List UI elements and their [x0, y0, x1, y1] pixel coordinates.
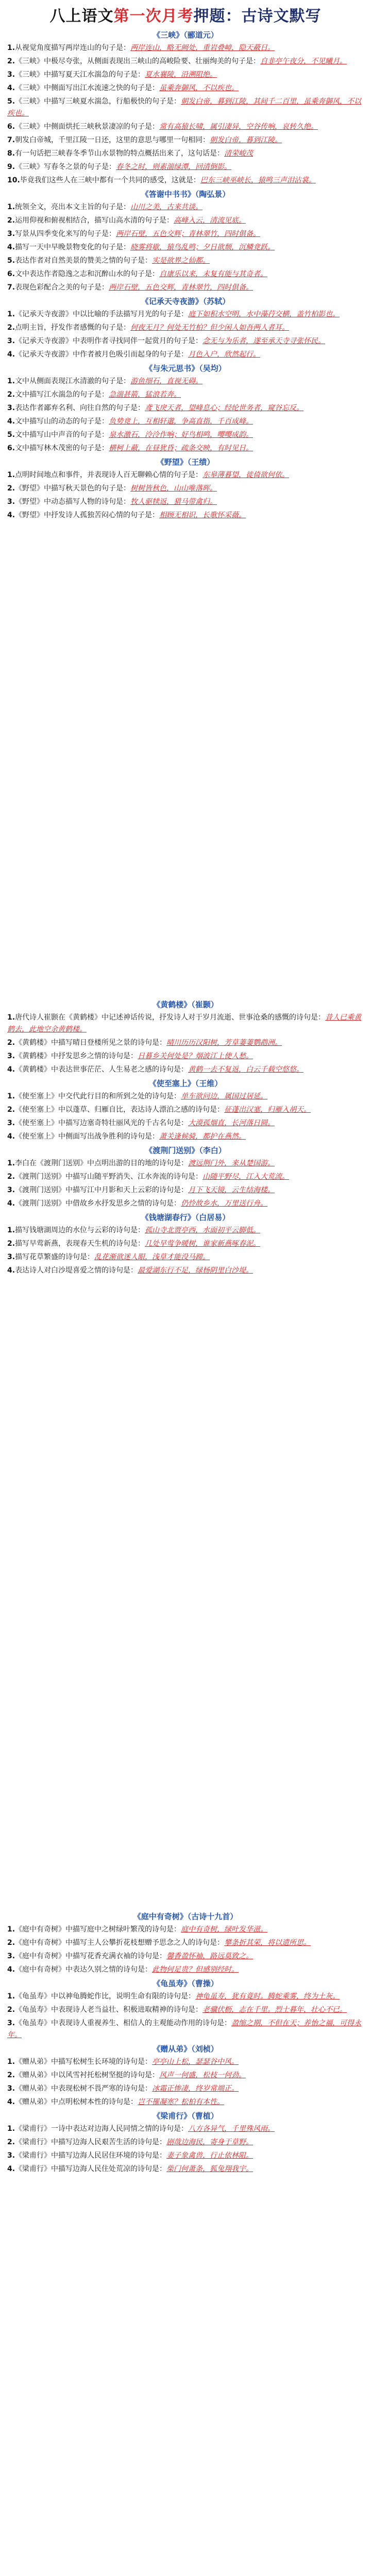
question-item — [7, 376, 364, 387]
question-number: 9. — [7, 163, 15, 171]
answer-text: 渡远荆门外，来从楚国游。 — [188, 1159, 275, 1167]
question-text: 《使至塞上》中侧面写出战争胜利的诗句是： — [15, 1132, 160, 1141]
answer-text: 山随平野尽，江入大荒流。 — [203, 1173, 290, 1181]
question-number: 2. — [7, 1240, 15, 1248]
question-text: 描写一天中早晚景物变化的句子是： — [15, 243, 131, 251]
question-item — [7, 2137, 364, 2148]
question-item — [7, 2070, 364, 2081]
section-heading: 《钱塘湖春行》（白居易） — [141, 1213, 230, 1222]
question-text: 描写花草繁盛的诗句是： — [15, 1253, 95, 1261]
question-number: 5. — [7, 431, 15, 439]
question-text: 毕竟我们这些人在三峡中都有一个共同的感受，这就是： — [20, 176, 200, 184]
question-text: 《龟虽寿》中以神龟腾蛇作比，说明生命有限的诗句是： — [15, 1992, 196, 2001]
question-number: 2. — [7, 57, 15, 65]
answer-text: 朝发白帝，暮到江陵。 — [210, 136, 282, 144]
question-number: 3. — [7, 337, 15, 345]
answer-text: 神龟虽寿，犹有竟时。腾蛇乘雾，终为土灰。 — [195, 1992, 340, 2001]
question-text: 《庭中有奇树》中描写花香充满衣袖的诗句是： — [15, 1952, 167, 1960]
question-item — [7, 1184, 364, 1196]
question-text: 《记承天寺夜游》中以比喻的手法描写月光的句子是： — [15, 310, 189, 318]
question-number: 3. — [7, 230, 15, 238]
answer-text: 巴东三峡巫峡长，猿鸣三声泪沾裳。 — [200, 176, 316, 184]
question-item — [7, 1158, 364, 1170]
blank-gap-2 — [0, 1880, 371, 1906]
question-number: 1. — [7, 1925, 15, 1934]
answer-text: 昔人已乘黄鹤去，此地空余黄鹤楼。 — [7, 1013, 362, 1033]
answer-text: 高峰入云，清流见底。 — [174, 216, 246, 225]
answer-text: 两岸石壁，五色交辉；青林翠竹，四时俱备。 — [116, 230, 261, 238]
question-text: 《渡荆门送别》中描写山随平野消失、江水奔流的诗句是： — [15, 1173, 203, 1181]
question-item — [7, 335, 364, 347]
question-text: 《使至塞上》中交代此行目的和所到之处的诗句是： — [15, 1092, 181, 1100]
question-item — [7, 121, 364, 133]
question-number: 1. — [7, 44, 15, 52]
question-item — [7, 1225, 364, 1236]
answer-text: 大漠孤烟直，长河落日圆。 — [188, 1119, 275, 1127]
question-text: 《梁甫行》中描写边海人民艰苦生活的诗句是： — [15, 2138, 167, 2146]
question-item — [7, 510, 364, 521]
question-text: 《赠从弟》中以风雪衬托松树坚挺的诗句是： — [15, 2071, 160, 2079]
question-text: 《渡荆门送别》中借故乡水抒发思乡之情的诗句是： — [15, 1199, 181, 1208]
question-number: 4. — [7, 2098, 15, 2106]
question-number: 4. — [7, 511, 15, 519]
question-text: 朝发白帝城，千里江陵一日还，这里的意思与哪里一句相同： — [15, 136, 210, 144]
question-item — [7, 1937, 364, 1949]
question-item — [7, 255, 364, 267]
answer-text: 岂不罹凝寒？松柏有本性。 — [138, 2098, 225, 2106]
answer-text: 鸢飞戾天者，望峰息心；经纶世务者，窥谷忘反。 — [145, 404, 304, 412]
question-item — [7, 201, 364, 213]
question-text: 《赠从弟》中点明松树本性的诗句是： — [15, 2098, 138, 2106]
answer-text: 柴门何萧条，狐兔翔我宇。 — [166, 2165, 254, 2173]
answer-text: 横柯上蔽，在昼犹昏；疏条交映，有时见日。 — [109, 444, 254, 452]
question-item — [7, 42, 364, 54]
question-text: 《梁甫行》一诗中表达对边海人民同情之情的诗句是： — [15, 2125, 189, 2133]
question-item — [7, 1924, 364, 1936]
answer-text: 何夜无月？何处无竹柏？但少闲人如吾两人者耳。 — [130, 324, 290, 332]
question-item — [7, 82, 364, 94]
answer-text: 盈缩之期，不但在天；养怡之福，可得永年。 — [7, 2019, 362, 2039]
question-number: 7. — [7, 136, 15, 144]
question-item — [7, 1198, 364, 1210]
question-text: 《庭中有奇树》中描写主人公攀折花枝想赠予思念之人的诗句是： — [15, 1939, 225, 1947]
question-item — [7, 1037, 364, 1049]
answer-text: 两岸石壁，五色交辉，青林翠竹，四时俱备。 — [109, 283, 254, 292]
answer-text: 攀条折其荣，将以遗所思。 — [224, 1939, 311, 1947]
answer-text: 孤山寺北贾亭西，水面初平云脚低。 — [145, 1226, 261, 1234]
answer-text: 八方各异气，千里殊风雨。 — [188, 2125, 275, 2133]
question-text: 《黄鹤楼》中描写晴日登楼所见之景的诗句是： — [15, 1039, 167, 1047]
question-text: 《使至塞上》中描写边塞奇特壮丽风光的千古名句是： — [15, 1119, 189, 1127]
question-number: 1. — [7, 377, 15, 385]
question-text: 《渡荆门送别》中描写江中月影和天上云彩的诗句是： — [15, 1186, 189, 1194]
answer-text: 急湍甚箭，猛浪若奔。 — [109, 391, 181, 399]
section-heading: 《黄鹤楼》（崔颢） — [153, 1000, 218, 1009]
question-item — [7, 416, 364, 428]
question-text: 有一句话把三峡春冬季节山水景物的特点概括出来了，这句话是： — [15, 149, 225, 158]
question-text: 《记承天寺夜游》中表明作者寻找同伴一起赏月的句子是： — [15, 337, 203, 345]
question-text: 文中描写林木茂密的句子是： — [15, 444, 109, 452]
answer-text: 晓雾将歇，猿鸟乱鸣；夕日欲颓，沉鳞竞跃。 — [130, 243, 275, 251]
question-text: 《梁甫行》中描写边海人民居住环境的诗句是： — [15, 2151, 167, 2160]
question-text: 表达作者鄙弃名利、向往自然的句子是： — [15, 404, 145, 412]
question-text: 文中表达作者隐逸之志和沉醉山水的句子是： — [15, 270, 160, 278]
question-item — [7, 268, 364, 280]
question-text: 描写早莺新燕，表现春天生机的诗句是： — [15, 1240, 145, 1248]
question-number: 5. — [7, 257, 15, 265]
answer-text: 泉水激石，泠泠作响；好鸟相鸣，嘤嘤成韵。 — [109, 431, 254, 439]
question-number: 3. — [7, 1052, 15, 1060]
question-text: 《野望》中动态描写人物的诗句是： — [15, 498, 131, 506]
question-text: 《野望》中抒发诗人孤独苦闷心情的句子是： — [15, 511, 160, 519]
answer-text: 单车欲问边，属国过居延。 — [181, 1092, 268, 1100]
answer-text: 自非亭午夜分，不见曦月。 — [260, 57, 347, 65]
blank-gap-1 — [0, 927, 371, 994]
question-number: 6. — [7, 444, 15, 452]
answer-text: 清荣峻茂 — [224, 149, 254, 158]
question-item — [7, 322, 364, 334]
question-text: 文中描写江水湍急的句子是： — [15, 391, 109, 399]
question-item — [7, 389, 364, 401]
question-number: 2. — [7, 2138, 15, 2146]
answer-text: 老骥伏枥，志在千里。烈士暮年，壮心不已。 — [203, 2006, 347, 2014]
question-number: 2. — [7, 2071, 15, 2079]
question-item — [7, 2123, 364, 2135]
question-number: 6. — [7, 270, 15, 278]
answer-text: 夏水襄陵，沿溯阻绝。 — [145, 71, 217, 79]
question-number: 4. — [7, 417, 15, 426]
answer-text: 庭中有奇树，绿叶发华滋。 — [181, 1925, 268, 1934]
question-text: 《庭中有奇树》中描写庭中之树绿叶繁茂的诗句是： — [15, 1925, 181, 1934]
question-text: 文中描写山中声音的句子是： — [15, 431, 109, 439]
question-number: 2. — [7, 1106, 15, 1114]
question-number: 2. — [7, 391, 15, 399]
question-number: 4. — [7, 1965, 15, 1974]
page-title — [0, 3, 371, 26]
question-item — [7, 2004, 364, 2016]
question-number: 1. — [7, 1013, 15, 1022]
answer-text: 月下飞天镜，云生结海楼。 — [188, 1186, 275, 1194]
question-item — [7, 1171, 364, 1183]
question-text: 文中描写山的动态的句子是： — [15, 417, 109, 426]
title-part-4: ：古诗文默写 — [225, 7, 322, 25]
question-number: 1. — [7, 2125, 15, 2133]
question-item — [7, 443, 364, 454]
question-number: 4. — [7, 1199, 15, 1208]
answer-text: 乱花渐欲迷人眼，浅草才能没马蹄。 — [94, 1253, 210, 1261]
answer-text: 冰霜正惨凄，终岁常端正。 — [152, 2084, 239, 2093]
answer-text: 月色入户，欣然起行。 — [188, 350, 261, 359]
question-number: 3. — [7, 1952, 15, 1960]
question-text: 《梁甫行》中描写边海人民住处荒凉的诗句是： — [15, 2165, 167, 2173]
question-number: 3. — [7, 2084, 15, 2093]
answer-text: 此物何足贵？但感别经时。 — [152, 1965, 239, 1974]
question-text: 描写钱塘湖周边的水位与云彩的诗句是： — [15, 1226, 145, 1234]
answer-text: 自康乐以来，未复有能与其奇者。 — [159, 270, 268, 278]
question-item — [7, 215, 364, 227]
question-item — [7, 148, 364, 160]
section-heading: 《赠从弟》（刘桢） — [153, 2044, 218, 2054]
question-number: 4. — [7, 2165, 15, 2173]
section-heading: 《庭中有奇树》（古诗十九首） — [133, 1912, 238, 1921]
section-heading: 《记承天寺夜游》（苏轼） — [141, 297, 230, 306]
question-text: 运用仰视和俯视相结合，描写山高水清的句子是： — [15, 216, 174, 225]
question-text: 《野望》中描写秋天景色的句子是： — [15, 484, 131, 493]
answer-text: 负势竞上，互相轩邈，争高直指，千百成峰。 — [109, 417, 254, 426]
question-item — [7, 1064, 364, 1076]
question-number: 2. — [7, 216, 15, 225]
question-number: 2. — [7, 484, 15, 493]
question-item — [7, 2096, 364, 2108]
question-item — [7, 483, 364, 495]
question-item — [7, 96, 364, 120]
question-number: 1. — [7, 310, 15, 318]
answer-text: 两岸连山，略无阙处，重岩叠嶂，隐天蔽日。 — [130, 44, 275, 52]
question-number: 2. — [7, 324, 15, 332]
answer-text: 相顾无相识，长歌怀采薇。 — [159, 511, 246, 519]
question-number: 4. — [7, 243, 15, 251]
answer-text: 春冬之时，则素湍绿潭，回清倒影。 — [116, 163, 232, 171]
question-item — [7, 161, 364, 173]
question-item — [7, 1104, 364, 1116]
question-text: 《龟虽寿》中表现诗人重视养生、相信人的主观能动作用的诗句是： — [15, 2019, 232, 2027]
question-number: 10. — [7, 176, 20, 184]
question-item — [7, 1091, 364, 1103]
answer-text: 晴川历历汉阳树，芳草萋萋鹦鹉洲。 — [166, 1039, 282, 1047]
answer-text: 馨香盈怀袖，路远莫致之。 — [166, 1952, 254, 1960]
question-text: 点明时间地点和事件，并表现诗人百无聊赖心情的句子是： — [15, 471, 203, 479]
content-block-3 — [7, 1909, 364, 2576]
answer-text: 常有高猿长啸，属引凄异，空谷传响，哀转久绝。 — [159, 123, 318, 131]
answer-text: 仍怜故乡水，万里送行舟。 — [181, 1199, 268, 1208]
content-block-1 — [7, 28, 364, 924]
answer-text: 念无与为乐者，遂至承天寺寻张怀民。 — [203, 337, 326, 345]
question-item — [7, 1050, 364, 1062]
answer-text: 日暮乡关何处是？烟波江上使人愁。 — [138, 1052, 254, 1060]
section-heading: 《龟虽寿》（曹操） — [153, 1979, 218, 1988]
question-item — [7, 2056, 364, 2068]
question-number: 1. — [7, 203, 15, 211]
question-text: 《庭中有奇树》中表达久别之情的诗句是： — [15, 1965, 153, 1974]
question-item — [7, 1117, 364, 1129]
question-number: 6. — [7, 123, 15, 131]
question-item — [7, 56, 364, 67]
question-number: 3. — [7, 71, 15, 79]
title-part-3: 押题 — [193, 7, 226, 25]
question-number: 3. — [7, 2019, 15, 2027]
question-number: 4. — [7, 1065, 15, 1074]
answer-text: 牧人驱犊返，猎马带禽归。 — [130, 498, 217, 506]
answer-text: 东皋薄暮望，徙倚欲何依。 — [203, 471, 290, 479]
question-text: 《三峡》中侧面写出江水流速之快的句子是： — [15, 84, 160, 92]
answer-text: 庭下如积水空明，水中藻荇交横，盖竹柏影也。 — [188, 310, 340, 318]
question-number: 1. — [7, 1992, 15, 2001]
question-number: 3. — [7, 1186, 15, 1194]
answer-text: 朝发白帝，暮到江陵，其间千二百里，虽乘奔御风，不以疾也。 — [7, 97, 362, 117]
question-number: 3. — [7, 404, 15, 412]
answer-text: 妻子象禽兽，行止依林阻。 — [166, 2151, 254, 2160]
question-text: 《三峡》写春冬之景的句子是： — [15, 163, 116, 171]
question-number: 7. — [7, 283, 15, 292]
answer-text: 萧关逢候骑，都护在燕然。 — [159, 1132, 246, 1141]
question-item — [7, 242, 364, 253]
question-item — [7, 1238, 364, 1250]
section-heading: 《答谢中书书》（陶弘景） — [141, 190, 230, 199]
question-text: 《三峡》中极尽夸张，从侧面表现出三峡山的高峻险要、壮丽绚美的句子是： — [15, 57, 261, 65]
question-item — [7, 2018, 364, 2041]
question-number: 2. — [7, 1039, 15, 1047]
title-part-1: 八上语文 — [49, 7, 114, 25]
question-number: 4. — [7, 1132, 15, 1141]
question-text: 唐代诗人崔颢在《黄鹤楼》中记述神话传说，抒发诗人对于岁月流逝、世事沧桑的感慨的诗句是： — [15, 1013, 326, 1022]
answer-text: 山川之美，古来共谈。 — [130, 203, 203, 211]
question-number: 1. — [7, 471, 15, 479]
question-number: 4. — [7, 1266, 15, 1275]
question-text: 《黄鹤楼》中表达世事茫茫、人生易老之感的诗句是： — [15, 1065, 189, 1074]
question-number: 1. — [7, 1092, 15, 1100]
question-item — [7, 282, 364, 294]
answer-text: 风声一何盛，松枝一何劲。 — [159, 2071, 246, 2079]
question-text: 《三峡》中描写三峡夏水湍急，行船极快的句子是： — [15, 97, 181, 106]
title-part-2: 第一次月考 — [113, 7, 194, 25]
question-item — [7, 469, 364, 481]
question-text: 文中从侧面表现江水清澈的句子是： — [15, 377, 131, 385]
question-number: 2. — [7, 1939, 15, 1947]
section-heading: 《与朱元思书》（吴均） — [145, 364, 226, 373]
question-item — [7, 1265, 364, 1277]
question-item — [7, 2163, 364, 2175]
content-block-2 — [7, 997, 364, 1878]
question-number: 4. — [7, 350, 15, 359]
question-number: 8. — [7, 149, 15, 158]
question-number: 3. — [7, 1119, 15, 1127]
question-number: 3. — [7, 2151, 15, 2160]
question-text: 写景从四季变化来写的句子是： — [15, 230, 116, 238]
question-number: 4. — [7, 84, 15, 92]
question-item — [7, 175, 364, 187]
question-text: 点明主旨，抒发作者感慨的句子是： — [15, 324, 131, 332]
question-text: 《赠从弟》中描写松树生长环境的诗句是： — [15, 2058, 153, 2066]
answer-text: 实是欲界之仙都。 — [152, 257, 210, 265]
question-item — [7, 1251, 364, 1263]
question-item — [7, 228, 364, 240]
answer-text: 黄鹤一去不复返，白云千载空悠悠。 — [188, 1065, 304, 1074]
question-text: 李白在《渡荆门送别》中点明出游的目的地的诗句是： — [15, 1159, 189, 1167]
question-item — [7, 402, 364, 414]
question-text: 表达作者对自然美景的赞美之情的句子是： — [15, 257, 153, 265]
question-text: 《黄鹤楼》中抒发思乡之情的诗句是： — [15, 1052, 138, 1060]
question-text: 从视觉角度描写两岸连山的句子是： — [15, 44, 131, 52]
question-item — [7, 1131, 364, 1143]
question-number: 1. — [7, 1159, 15, 1167]
answer-text: 最爱湖东行不足，绿杨阴里白沙堤。 — [138, 1266, 254, 1275]
section-heading: 《野望》（王绩） — [156, 457, 215, 467]
section-heading: 《使至塞上》（王维） — [148, 1079, 223, 1088]
answer-text: 几处早莺争暖树，谁家新燕啄春泥。 — [145, 1240, 261, 1248]
question-text: 《三峡》中描写夏天江水湍急的句子是： — [15, 71, 145, 79]
question-number: 3. — [7, 498, 15, 506]
section-heading: 《梁甫行》（曹植） — [153, 2111, 218, 2121]
answer-text: 虽乘奔御风，不以疾也。 — [159, 84, 239, 92]
question-item — [7, 1991, 364, 2003]
question-item — [7, 1012, 364, 1036]
question-text: 《龟虽寿》中表现诗人老当益壮、积极进取精神的诗句是： — [15, 2006, 203, 2014]
question-text: 表达诗人对白沙堤喜爱之情的诗句是： — [15, 1266, 138, 1275]
question-number: 5. — [7, 97, 15, 106]
answer-text: 树树皆秋色，山山唯落晖。 — [130, 484, 217, 493]
question-number: 1. — [7, 1226, 15, 1234]
question-text: 统领全文，亮出本文主旨的句子是： — [15, 203, 131, 211]
question-text: 《使至塞上》中以蓬草、归雁自比，表达诗人漂泊之感的诗句是： — [15, 1106, 225, 1114]
section-heading: 《渡荆门送别》（李白） — [145, 1146, 226, 1155]
question-number: 2. — [7, 1173, 15, 1181]
question-item — [7, 496, 364, 508]
answer-text: 剧哉边海民，寄身于草野。 — [166, 2138, 254, 2146]
question-text: 《记承天寺夜游》中作者被月色吸引而起身的句子是： — [15, 350, 189, 359]
answer-text: 征蓬出汉塞，归雁入胡天。 — [224, 1106, 311, 1114]
question-number: 2. — [7, 2006, 15, 2014]
question-item — [7, 2083, 364, 2095]
question-item — [7, 349, 364, 361]
question-item — [7, 1951, 364, 1962]
question-text: 《赠从弟》中表现松树不畏严寒的诗句是： — [15, 2084, 153, 2093]
question-number: 3. — [7, 1253, 15, 1261]
answer-text: 亭亭山上松，瑟瑟谷中风。 — [152, 2058, 239, 2066]
question-number: 1. — [7, 2058, 15, 2066]
question-item — [7, 2150, 364, 2162]
section-heading: 《三峡》（郦道元） — [153, 30, 218, 40]
question-item — [7, 1964, 364, 1976]
question-text: 《三峡》中侧面烘托三峡秋景凄凉的句子是： — [15, 123, 160, 131]
question-text: 表现色彩配合之美的句子是： — [15, 283, 109, 292]
question-item — [7, 134, 364, 146]
question-item — [7, 309, 364, 320]
question-item — [7, 69, 364, 81]
question-item — [7, 429, 364, 441]
answer-text: 游鱼细石，直视无碍。 — [130, 377, 203, 385]
